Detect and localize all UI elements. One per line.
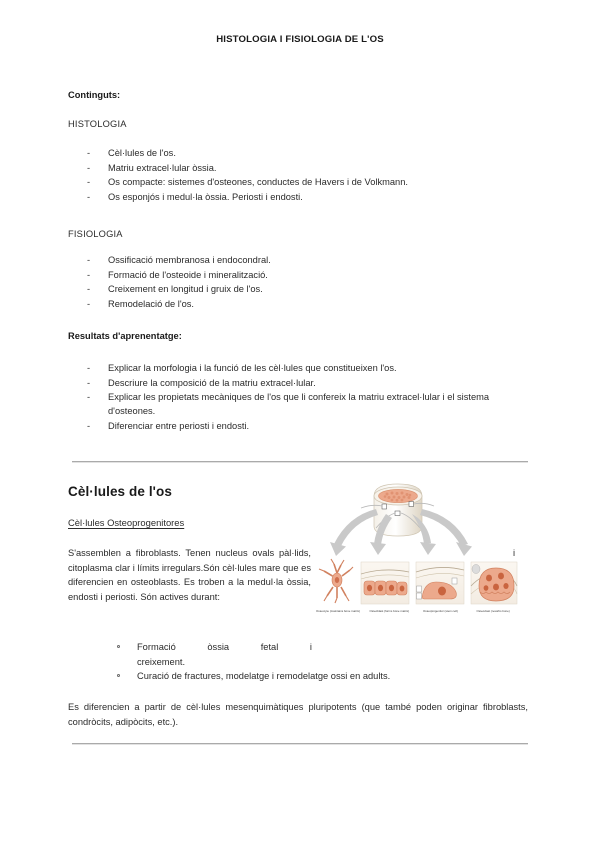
fisiologia-list	[68, 253, 538, 311]
list-item	[68, 640, 468, 669]
list-item: - Diferenciar entre periosti i endosti.	[68, 419, 530, 434]
section-divider-bottom	[72, 743, 528, 745]
list-item: - Creixement en longitud i gruix de l'os.	[68, 282, 538, 297]
list-item: - Descriure la composició de la matriu extracel·lular.	[68, 376, 530, 391]
list-item: - Remodelació de l'os.	[68, 297, 538, 312]
osteoprogenitor-cell-panel	[416, 562, 464, 604]
list-item: - Formació de l'osteoide i mineralització.	[68, 268, 538, 283]
figure-caption-row	[316, 610, 528, 614]
list-item: - Cèl·lules de l'os.	[68, 146, 538, 161]
histologia-list	[68, 146, 538, 204]
list-item-line-1: Formació òssia fetal i	[137, 642, 312, 652]
figure-caption: Osteoprogenitor (stem cell)	[423, 608, 458, 614]
arrow-icon	[330, 509, 378, 556]
figure-caption: Osteoblast (forms bone matrix)	[369, 608, 410, 614]
paragraph-osteoprogenitores: S'assemblen a fibroblasts. Tenen nucleus ovals pàl·lids, citoplasma clar i límits irregulars.Són cèl·lules mare que es diferencien en osteoblasts. Es troben a la medul·la òssia, endosti i periosti. Són actives durant:	[68, 548, 311, 602]
resultats-list	[68, 361, 530, 433]
osteocyte-cell-panel	[319, 559, 353, 603]
section-heading-cellules: Cèl·lules de l'os	[68, 484, 172, 499]
list-item: - Explicar la morfologia i la funció de les cèl·lules que constitueixen l'os.	[68, 361, 530, 376]
osteoprogenitores-sublist	[68, 640, 468, 684]
osteoclast-cell-panel	[471, 562, 517, 604]
list-item: - Matriu extracel·lular òssia.	[68, 161, 538, 176]
list-item: - Ossificació membranosa i endocondral.	[68, 253, 538, 268]
list-item-line-2: creixement.	[137, 656, 186, 667]
continguts-heading: Continguts:	[68, 90, 121, 100]
resultats-heading: Resultats d'aprenentatge:	[68, 331, 182, 341]
figure-caption: Osteocyte (maintains bone matrix)	[316, 608, 361, 614]
subsection-heading-osteoprogenitores: Cèl·lules Osteoprogenitores	[68, 517, 185, 528]
section-divider-top	[72, 461, 528, 463]
figure-caption: Osteoclast (resorbs bone)	[476, 608, 510, 614]
stray-text-marker: i	[513, 548, 516, 558]
bone-diagram-graphic	[316, 482, 528, 614]
bone-cell-differentiation-figure	[316, 482, 528, 640]
list-item: - Os esponjós i medul·la òssia. Periosti i endosti.	[68, 190, 538, 205]
list-item: - Os compacte: sistemes d'osteones, conductes de Havers i de Volkmann.	[68, 175, 538, 190]
list-item: Curació de fractures, modelatge i remodelatge ossi en adults.	[68, 669, 468, 684]
osteoblast-cell-panel	[361, 562, 409, 604]
list-item: - Explicar les propietats mecàniques de l'os que li confereix la matriu extracel·lular i el sistema d'osteones.	[68, 390, 530, 418]
section-label-fisiologia: FISIOLOGIA	[68, 229, 123, 239]
paragraph-mesenquimatiques: Es diferencien a partir de cèl·lules mesenquimàtiques pluripotents (que també poden originar fibroblasts, condròcits, adipòcits, etc.).	[68, 702, 528, 727]
section-label-histologia: HISTOLOGIA	[68, 119, 127, 129]
page-title: HISTOLOGIA I FISIOLOGIA DE L'OS	[216, 34, 384, 45]
